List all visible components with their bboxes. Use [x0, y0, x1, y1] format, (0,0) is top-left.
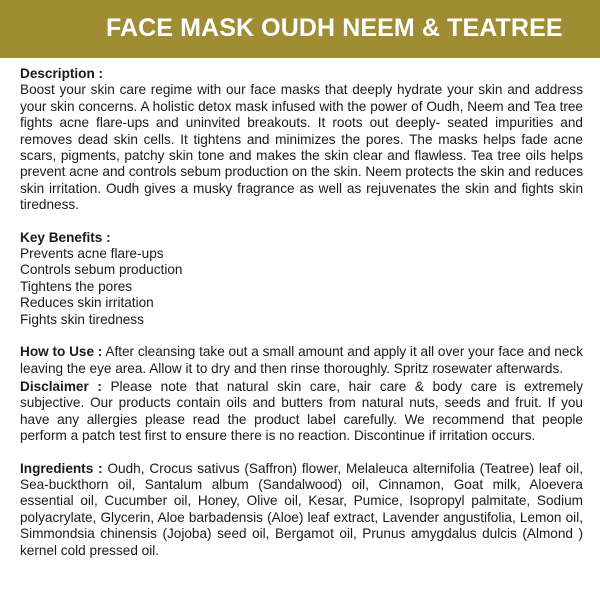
how-to-use-heading: How to Use : — [20, 344, 103, 360]
ingredients-heading: Ingredients : — [20, 460, 103, 476]
disclaimer-heading: Disclaimer : — [20, 378, 102, 394]
how-to-use-text: After cleansing take out a small amount and apply it all over your face and neck leaving the eye area. Allow it to dry and then rinse thoroughly. Spritz rosewater afterwards. — [20, 344, 583, 376]
how-to-use-section — [20, 344, 583, 377]
key-benefits-heading: Key Benefits : — [20, 229, 111, 245]
header-banner — [0, 0, 600, 58]
disclaimer-section — [20, 379, 583, 445]
description-heading: Description : — [20, 66, 104, 81]
product-details — [20, 66, 583, 559]
description-text: Boost your skin care regime with our face masks that deeply hydrate your skin and address your skin concerns. A holistic detox mask infused with the power of Oudh, Neem and Tea tree fights acne flare-ups and uninvited breakouts. It roots out deeply- seated impurities and removes dead skin cells. It tightens and minimizes the pores. The masks helps fade acne scars, pigments, patchy skin tone and makes the skin clear and flawless. Tea tree oils helps prevent acne and controls sebum production on the skin. Neem protects the skin and reduces skin irritation. Oudh gives a musky fragrance as well as rejuvenates the skin and fights skin tiredness. — [20, 82, 583, 213]
list-item: Controls sebum production — [20, 262, 183, 278]
list-item: Reduces skin irritation — [20, 295, 154, 311]
list-item: Tightens the pores — [20, 278, 133, 294]
page-title: FACE MASK OUDH NEEM & TEATREE — [106, 14, 563, 42]
ingredients-section — [20, 461, 583, 559]
key-benefits-list — [20, 246, 583, 328]
ingredients-text: Oudh, Crocus sativus (Saffron) flower, Melaleuca alternifolia (Teatree) leaf oil, Sea-buckthorn oil, Santalum album (Sandalwood) oil, Cinnamon, Goat milk, Aloevera essential oil, Cucumber oil, Honey, Olive oil, Kesar, Pumice, Isopropyl palmitate, Sodium polyacrylate, Glycerin, Aloe barbadensis (Aloe) leaf extract, Lavender angustifolia, Lemon oil, Simmondsia chinensis (Jojoba) seed oil, Bergamot oil, Prunus amygdalus dulcis (Almond ) kernel cold pressed oil. — [20, 460, 583, 558]
disclaimer-text: Please note that natural skin care, hair care & body care is extremely subjective. Our products contain oils and butters from natural nuts, seeds and fruit. If you have any allergies please read the product label carefully. We recommend that people perform a patch test first to ensure there is no reaction. Discontinue if irritation occurs. — [20, 378, 583, 444]
list-item: Prevents acne flare-ups — [20, 246, 164, 262]
list-item: Fights skin tiredness — [20, 311, 144, 327]
